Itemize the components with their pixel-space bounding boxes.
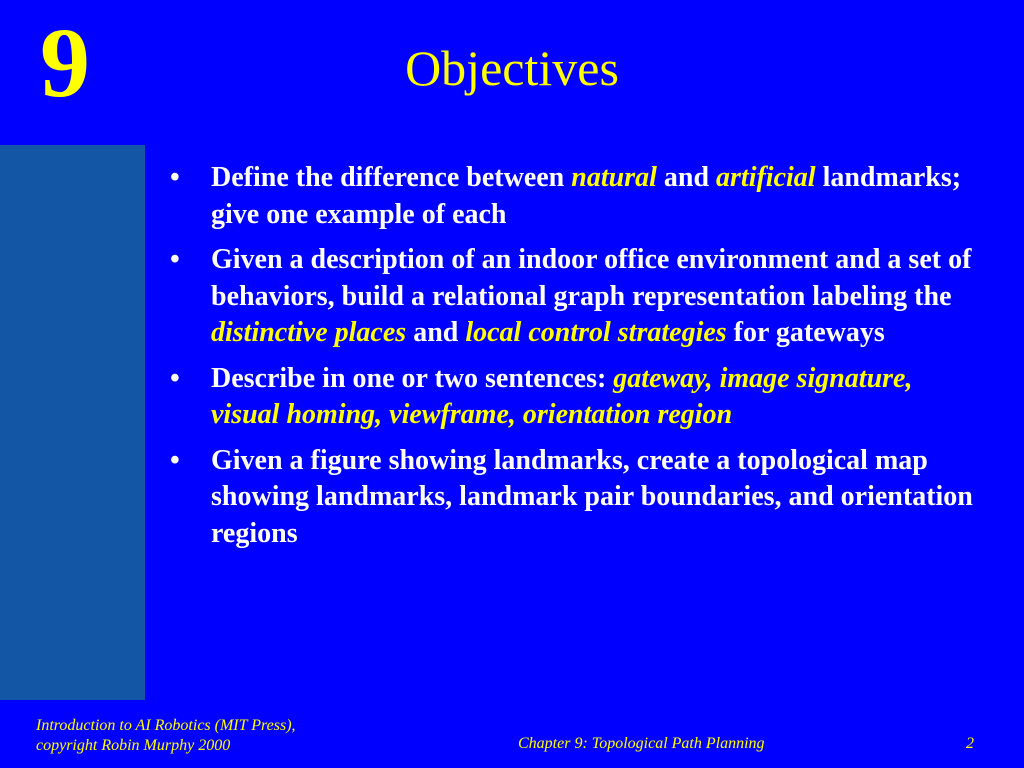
chapter-number: 9 (40, 7, 90, 118)
bullet-text: Given a description of an indoor office environment and a set of behaviors, build a relational graph representation labeling the (211, 244, 972, 312)
objective-bullet (170, 443, 985, 553)
emphasized-term: distinctive places (211, 317, 407, 348)
bullet-marker: • (170, 244, 180, 275)
footer-chapter-label: Chapter 9: Topological Path Planning (518, 735, 765, 752)
bullet-text: Describe in one or two sentences: (211, 362, 614, 394)
emphasized-term: gateway, image signature, visual homing, viewframe, orientation region (211, 362, 913, 430)
bullet-text: Define the difference between (211, 162, 572, 193)
bullet-text: landmarks; give one example of each (211, 162, 962, 230)
slide-title: Objectives (405, 40, 619, 96)
objectives-list (170, 160, 985, 561)
objective-bullet (170, 242, 985, 352)
side-panel (0, 145, 145, 700)
bullet-marker: • (170, 162, 180, 193)
emphasized-term: artificial (716, 162, 816, 193)
objective-bullet (170, 361, 985, 434)
bullet-text: Given a figure showing landmarks, create a topological map showing landmarks, landmark pair boundaries, and orientation regions (211, 444, 973, 549)
footer-credit-line-2: copyright Robin Murphy 2000 (36, 737, 231, 754)
footer-credit (36, 716, 416, 756)
bullet-marker: • (170, 444, 180, 476)
footer-credit-line-1: Introduction to AI Robotics (MIT Press), (36, 717, 296, 734)
bullet-text: and (406, 317, 466, 348)
bullet-marker: • (170, 362, 180, 394)
bullet-text: and (656, 162, 717, 193)
objective-bullet (170, 160, 985, 233)
emphasized-term: natural (571, 162, 657, 193)
bullet-text: for gateways (726, 317, 885, 348)
emphasized-term: local control strategies (465, 317, 727, 348)
footer-page-number: 2 (966, 735, 974, 752)
